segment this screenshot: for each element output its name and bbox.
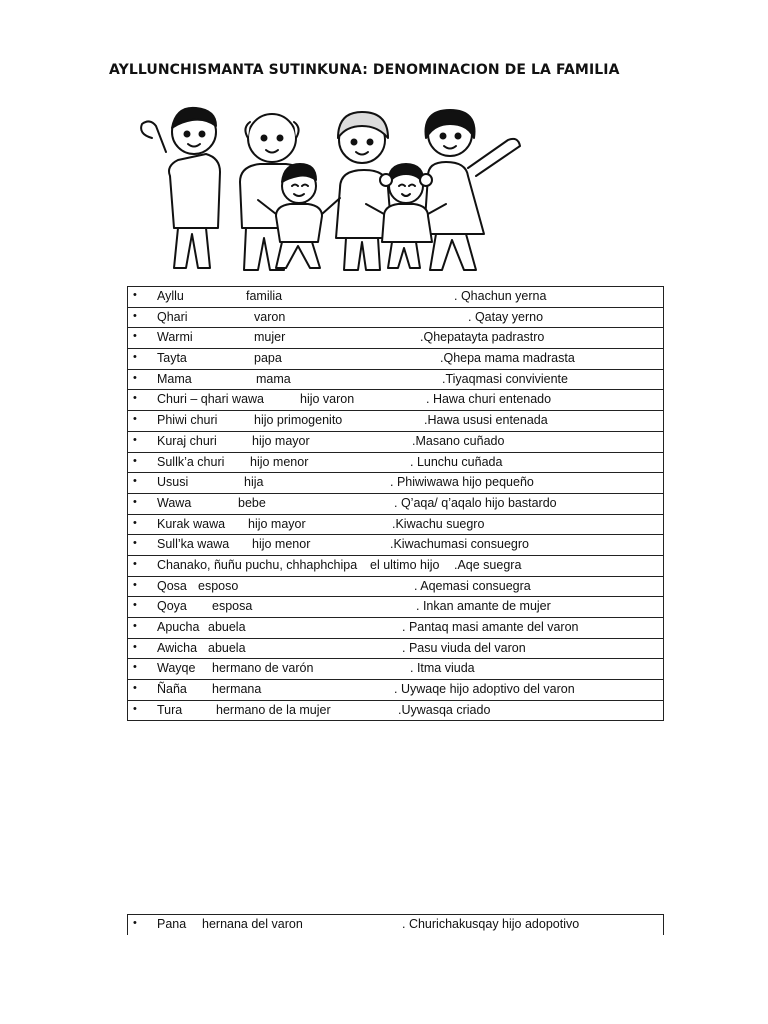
quechua-term: Tayta [157,351,187,366]
bullet-icon: • [133,917,137,929]
quechua-term: Churi – qhari wawa [157,392,264,407]
quechua-term: Sullk’a churi [157,454,225,469]
table-row [128,411,664,432]
quechua-term: Qhari [157,309,188,324]
quechua-term: Mama [157,371,192,386]
table-cell [128,659,664,680]
second-term: . Qatay yerno [468,309,544,324]
quechua-term: Qoya [157,599,187,614]
table-cell [128,473,664,494]
table-cell [128,287,664,308]
quechua-term: Tura [157,702,183,717]
table-row [128,287,664,308]
spanish-meaning: hijo mayor [248,516,306,531]
table-row [128,390,664,411]
bullet-icon: • [133,682,137,695]
spanish-meaning: hermana [212,682,262,697]
table-row [128,700,664,721]
quechua-term: Kurak wawa [157,516,226,531]
bullet-icon: • [133,640,137,653]
spanish-meaning: esposa [212,599,253,614]
spanish-meaning: hijo mayor [252,433,310,448]
second-term: . Phiwiwawa hijo pequeño [390,475,534,490]
second-term: . Hawa churi entenado [426,392,552,407]
quechua-term: Pana [157,917,187,931]
second-term: .Kiwachumasi consuegro [390,537,529,552]
table-cell [128,597,664,618]
bullet-icon: • [133,661,137,674]
bullet-icon: • [133,475,137,488]
spanish-meaning: esposo [198,578,239,593]
table-row [128,618,664,639]
bullet-icon: • [133,516,137,529]
bullet-icon: • [133,578,137,591]
quechua-term: Kuraj churi [157,433,217,448]
table-row-continued [127,914,664,935]
bullet-icon: • [133,289,137,301]
table-cell [128,431,664,452]
spanish-meaning: hernana del varon [202,917,303,931]
quechua-term: Sull’ka wawa [157,537,230,552]
table-cell [128,390,664,411]
table-cell [128,514,664,535]
second-term: . Qhachun yerna [454,289,547,303]
table-row [128,431,664,452]
second-term: . Aqemasi consuegra [414,578,531,593]
second-term: .Uywasqa criado [398,702,491,717]
spanish-meaning: hijo varon [300,392,355,407]
second-term: . Pasu viuda del varon [402,640,526,655]
table-cell [128,618,664,639]
table-row [128,369,664,390]
second-term: . Itma viuda [410,661,475,676]
quechua-term: Awicha [157,640,198,655]
second-term: .Kiwachu suegro [392,516,485,531]
vocabulary-table [127,286,664,721]
bullet-icon: • [133,351,137,364]
table-cell [128,349,664,370]
bullet-icon: • [133,620,137,632]
bullet-icon: • [133,309,137,322]
table-cell [128,452,664,473]
table-row [128,597,664,618]
table-row [128,638,664,659]
bullet-icon: • [133,454,137,467]
spanish-meaning: papa [254,351,282,366]
quechua-term: Wawa [157,495,192,510]
second-term: . Churichakusqay hijo adopotivo [402,917,580,931]
quechua-term: Phiwi churi [157,413,218,428]
quechua-term: Qosa [157,578,187,593]
second-term: .Tiyaqmasi conviviente [442,371,568,386]
spanish-meaning: abuela [208,640,246,655]
second-term: . Lunchu cuñada [410,454,503,469]
second-term: . Pantaq masi amante del varon [402,620,579,634]
second-term: .Qhepa mama madrasta [440,351,575,366]
second-term: .Aqe suegra [454,557,522,572]
table-row [128,680,664,701]
bullet-icon: • [133,557,137,570]
bullet-icon: • [133,392,137,405]
table-cell [128,576,664,597]
table-row [128,473,664,494]
table-cell [128,369,664,390]
spanish-meaning: hermano de la mujer [216,702,331,717]
table-row [128,493,664,514]
table-row [128,328,664,349]
bullet-icon: • [133,433,137,446]
second-term: . Q’aqa/ q’aqalo hijo bastardo [394,495,557,510]
bullet-icon: • [133,371,137,384]
second-term: .Hawa ususi entenada [424,413,548,428]
table-cell [128,700,664,721]
quechua-term: Warmi [157,330,193,345]
quechua-term: Wayqe [157,661,196,676]
page-title: AYLLUNCHISMANTA SUTINKUNA: DENOMINACION DE LA FAMILIA [109,62,620,78]
spanish-meaning: bebe [238,495,266,510]
table-row [128,349,664,370]
bullet-icon: • [133,413,137,426]
second-term: .Qhepatayta padrastro [420,330,545,345]
quechua-term: Apucha [157,620,200,634]
table-cell [128,328,664,349]
bullet-icon: • [133,330,137,343]
table-row [128,307,664,328]
family-illustration [118,98,570,272]
spanish-meaning: hijo primogenito [254,413,343,428]
spanish-meaning: abuela [208,620,246,634]
second-term: . Uywaqe hijo adoptivo del varon [394,682,575,697]
table-row [128,452,664,473]
bullet-icon: • [133,495,137,508]
bullet-icon: • [133,537,137,550]
quechua-term: Ususi [157,475,189,490]
spanish-meaning: hijo menor [252,537,311,552]
table-row [128,514,664,535]
quechua-term: Ñaña [157,682,187,697]
table-row [128,555,664,576]
spanish-meaning: el ultimo hijo [370,557,440,572]
table-cell [128,493,664,514]
spanish-meaning: mama [256,371,291,386]
table-row [128,535,664,556]
spanish-meaning: familia [246,289,283,303]
table-row [128,576,664,597]
second-term: . Inkan amante de mujer [416,599,551,614]
bullet-icon: • [133,702,137,715]
second-term: .Masano cuñado [412,433,505,448]
table-cell [128,307,664,328]
table-cell [128,680,664,701]
bullet-icon: • [133,599,137,612]
quechua-term: Ayllu [157,289,184,303]
table-cell [128,535,664,556]
spanish-meaning: hija [244,475,264,490]
spanish-meaning: hermano de varón [212,661,314,676]
quechua-term: Chanako, ñuñu puchu, chhaphchipa [157,557,358,572]
spanish-meaning: mujer [254,330,286,345]
spanish-meaning: varon [254,309,286,324]
table-row [128,659,664,680]
table-cell [128,638,664,659]
spanish-meaning: hijo menor [250,454,309,469]
table-cell [128,555,664,576]
table-cell [128,411,664,432]
